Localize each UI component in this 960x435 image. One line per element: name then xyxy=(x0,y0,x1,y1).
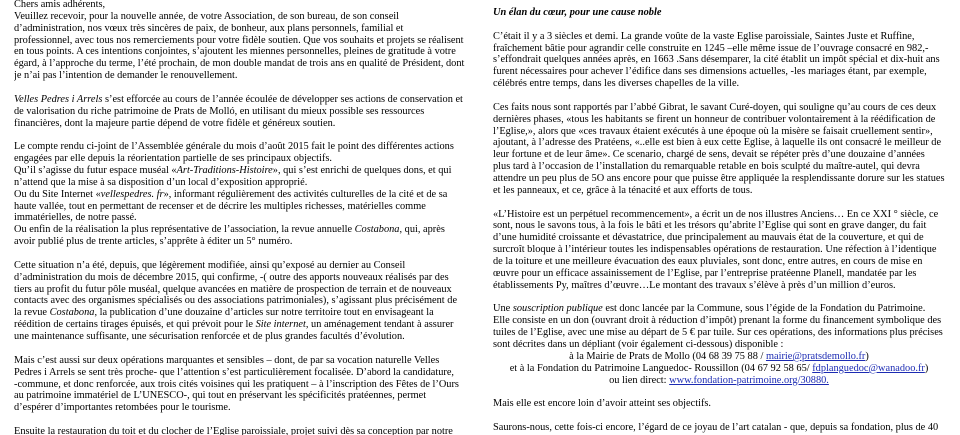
facts-paragraph xyxy=(493,102,945,197)
appeal-paragraph xyxy=(493,422,945,434)
text-line: d’espérer d’importantes retombées pour le tourisme. xyxy=(14,402,231,414)
text-line: professionnel, avec tous nos remerciements pour votre fidèle soutien. Que vos souhaits et projets se réalisent xyxy=(14,34,464,46)
history-paragraph xyxy=(493,31,945,90)
italic-text: Art-Traditions-Histoire xyxy=(176,165,273,177)
website-paragraph xyxy=(14,189,466,225)
salutation-paragraph xyxy=(14,0,466,11)
left-column xyxy=(14,0,466,435)
text-line: ajoutant, à l’adresse des Pratéens, «..elle est bien à eux cette Eglise, à laquelle ils ont consacré le meilleur de xyxy=(493,137,942,149)
text-line xyxy=(493,375,945,387)
text-run: la revue xyxy=(14,307,50,319)
text-line xyxy=(14,165,466,177)
text-line: égard, à l’approche du terme, l’été prochain, de mon double mandat de trois ans en qualité de Président, dont xyxy=(14,58,465,70)
text-run: , la publication d’une douzaine d’articles sur notre territoire tout en envisageant la xyxy=(94,307,434,319)
text-line: Le compte rendu ci-joint de l’Assemblée générale du mois d’août 2015 fait le point des différentes actions xyxy=(14,141,454,153)
text-run: Une xyxy=(493,303,513,315)
text-line xyxy=(14,307,466,319)
right-column xyxy=(493,7,945,435)
text-line: Veuillez recevoir, pour la nouvelle année, de votre Association, de son bureau, de son conseil xyxy=(14,10,400,22)
text-line: plus tard à l’occasion de l’installation du remarquable retable en bois sculpté du maître-autel, qui devra xyxy=(493,161,920,173)
text-line: Un élan du cœur, pour une cause noble xyxy=(493,7,662,18)
text-run: », informant régulièrement des activités culturelles de la cité et de sa xyxy=(163,188,448,200)
text-line: Ces faits nous sont rapportés par l’abbé Gibrat, le savant Curé-doyen, qui souligne qu’au cours de ces deux xyxy=(493,101,937,113)
text-run: réédition de certains tirages épuisés, et qui prévoit pour le xyxy=(14,319,256,331)
italic-text: Costabona xyxy=(354,224,400,236)
italic-text: souscription publique xyxy=(512,303,603,315)
text-line: sont, nous le savons tous, à la fois le bâti et les trésors qu’abrite l’Eglise qui sont en grave danger, du fait xyxy=(493,220,927,232)
goal-paragraph xyxy=(493,398,945,410)
text-line: d’administration, nos vœux très sincères de paix, de bonheur, aux plans personnels, familial et xyxy=(14,22,404,34)
text-run: ) xyxy=(924,362,929,374)
text-run: , qui, après xyxy=(399,224,445,236)
hyperlink[interactable]: www.fondation-patrimoine.org/30880. xyxy=(669,374,829,386)
subscription-paragraph xyxy=(493,303,945,350)
text-line: «L’Histoire est un perpétuel recommencement», a écrit un de nos illustres Anciens… En ce XXI ° siècle, ce xyxy=(493,208,939,220)
text-line: tiers au profit du futur pôle muséal, quelque avancées en matière de prospection de terrain et de nouveaux xyxy=(14,283,452,295)
text-line: Saurons-nous, cette fois-ci encore, l’égard de ce joyau de l’art catalan - que, depuis sa fondation, plus de 40 xyxy=(493,422,939,434)
museum-paragraph xyxy=(14,165,466,189)
text-run: et à la Fondation du Patrimoine Languedoc- Roussillon (04 67 92 58 65/ xyxy=(509,362,813,374)
hyperlink[interactable]: mairie@pratsdemollo.fr xyxy=(765,350,866,362)
today-paragraph xyxy=(493,209,945,292)
restoration-paragraph xyxy=(14,426,466,435)
text-run: Ou enfin de la réalisation la plus représentative de l’association, la revue annuelle xyxy=(14,224,355,236)
text-line: fraîchement bâtie pour agrandir celle construite en 1245 –elle même issue de l’ouvrage consacré en 982,- xyxy=(493,42,929,54)
text-run: Qu’il s’agisse du futur espace muséal « xyxy=(14,165,177,177)
text-line xyxy=(14,224,466,236)
contacts-block xyxy=(493,351,945,387)
text-run: ) xyxy=(865,350,869,362)
text-line xyxy=(493,351,945,363)
text-line: engagées par elle depuis la réorientation partielle de ses principaux objectifs. xyxy=(14,153,332,165)
text-line: l’Eglise,», alors que «ces travaux étaient exécutés à une époque où la misère se faisait cruellement sentir», xyxy=(493,125,933,137)
text-line: tuiles de l’Eglise, avec une mise au départ de 5 € par tuile. Sur ces opérations, des informations plus précises xyxy=(493,327,943,339)
text-line: Mais c’est aussi sur deux opérations marquantes et sensibles – dont, de par sa vocation naturelle Velles xyxy=(14,354,440,366)
text-line: au patrimoine immatériel de L’UNESCO-, qui tout en préservant les spécificités pratéennes, permet xyxy=(14,390,427,402)
text-line: de valorisation du riche patrimoine de Prats de Molló, en utilisant du mieux possible ses ressources xyxy=(14,105,425,117)
operations-paragraph xyxy=(14,355,466,414)
text-line: immatérielles, de notre passé. xyxy=(14,212,137,224)
report-paragraph xyxy=(14,141,466,165)
italic-text: vellespedres. fr xyxy=(100,188,164,200)
text-line: avoir publié plus de trente articles, s’apprête à éditer un 5° numéro. xyxy=(14,236,293,248)
text-line: sont décrites dans un dépliant (voir également ci-dessous) disponible : xyxy=(493,339,784,351)
hyperlink[interactable]: fdplanguedoc@wanadoo.fr xyxy=(812,362,925,374)
text-run: », qui s’est enrichi de quelques dons, et qui xyxy=(272,165,452,177)
article-title xyxy=(493,7,945,19)
text-run: Ou du Site Internet « xyxy=(14,188,101,200)
text-line xyxy=(14,94,466,106)
text-run: , un aménagement tendant à assurer xyxy=(305,319,454,331)
text-line: C’était il y a 3 siècles et demi. La grande voûte de la vaste Eglise paroissiale, Saintes Juste et Ruffine, xyxy=(493,30,915,42)
italic-text: Site internet xyxy=(255,319,306,331)
text-line: d’une humidité croissante et dévastatrice, due principalement au mauvais état de la couverture, et qui de xyxy=(493,232,924,244)
wishes-paragraph xyxy=(14,11,466,82)
association-paragraph xyxy=(14,94,466,130)
text-line: Ensuite la restauration du toit et du clocher de l’Eglise paroissiale, projet suivi dès sa conception par notre xyxy=(14,425,453,435)
text-line: haute vallée, tout en permettant de recenser et de décrire les multiples richesses, matérielles comme xyxy=(14,200,426,212)
text-line xyxy=(14,189,466,201)
text-line: je n’ai pas l’intention de demander le renouvellement. xyxy=(14,70,238,82)
text-line xyxy=(493,363,945,375)
text-line: Elle consiste en un don (ouvrant droit à réduction d’impôt) prenant la forme du financement symbolique des xyxy=(493,315,942,327)
text-line: en tous points. A ces intentions conjointes, s’ajoutent les miennes personnelles, pleines de gratitude à votre xyxy=(14,46,456,58)
text-line: financières, dont la majeure partie dépend de votre fidèle et généreux soutien. xyxy=(14,117,336,129)
text-line: et les panneaux, et ce, grâce à la ténacité et aux efforts de tous. xyxy=(493,184,753,196)
text-run: ou lien direct: xyxy=(609,374,670,386)
text-line: de la toiture et une meilleure évacuation des eaux pluviales, sont donc, entre autres, en cours de mise en xyxy=(493,256,923,268)
italic-text: Costabona xyxy=(49,307,95,319)
text-line xyxy=(493,303,945,315)
review-paragraph xyxy=(14,224,466,248)
text-line: célébrés entre temps, dans les diverses chapelles de la ville. xyxy=(493,78,740,90)
text-line: Chers amis adhérents, xyxy=(14,0,106,10)
text-line: n’attend que la mise à sa disposition d’un local d’exposition approprié. xyxy=(14,176,308,188)
text-line: furent nécessaires pour achever l’édifice dans ses dimensions actuelles, -les mariages étant, par exemple, xyxy=(493,66,927,78)
text-line: d’administration du mois de décembre 2015, qui confirme, -( outre des apports nouveaux réalisés par des xyxy=(14,271,449,283)
text-line: œuvre pour un efficace assainissement de l’Eglise, par l’entreprise pratéenne Planell, mandatée par les xyxy=(493,267,917,279)
text-line: contacts avec des organismes spécialisés ou des associations patrimoniales), s’agissant plus précisément de xyxy=(14,295,458,307)
text-line: -commune, et donc renforcée, aux trois cités voisines qui les pratiquent – à l’inscription des Fêtes de l’Ours xyxy=(14,378,459,390)
text-line: s’effondrait quelques années après, en 1663 .Sans désemparer, la cité établit un impôt spécial et dix-huit ans xyxy=(493,54,940,66)
italic-text: Velles Pedres i Arrels xyxy=(14,93,103,105)
text-line: Cette situation n’a été, depuis, que légèrement modifiée, ainsi qu’exposé au dernier au Conseil xyxy=(14,259,406,271)
situation-paragraph xyxy=(14,260,466,343)
text-line xyxy=(14,319,466,331)
text-line: leur fortune et de leur âme». Ce scenario, chargé de sens, devait se répéter près d’une douzaine d’années xyxy=(493,149,925,161)
text-line: attendre un peu plus de 5O ans encore pour que puisse être appliquée la resplendissante dorure sur les statues xyxy=(493,173,945,185)
text-run: est donc lancée par la Commune, sous l’égide de la Fondation du Patrimoine. xyxy=(602,303,926,315)
text-line: une maintenance suffisante, une sécurisation renforcée et de plus grandes facultés d’évolution. xyxy=(14,331,405,343)
text-line: Pedres i Arrels se sent très proche- que l’attention s’est particulièrement focalisée. D’abord la candidature, xyxy=(14,366,455,378)
text-line: surcroît bloque à l’intérieur toutes les indispensables opérations de restauration. Une réfection à l’identique xyxy=(493,244,937,256)
text-run: s’est efforcée au cours de l’année écoulée de développer ses actions de conservation et xyxy=(102,93,463,105)
text-line: établissements Py, maîtres d’œuvre…Le montant des travaux s’élève à près d’un million d’euros. xyxy=(493,279,896,291)
text-run: à la Mairie de Prats de Mollo (04 68 39 75 88 / xyxy=(569,350,766,362)
text-line: Mais elle est encore loin d’avoir atteint ses objectifs. xyxy=(493,398,712,410)
text-line: dernières phases, «tous les habitants se firent un honneur de contribuer volontairement à la réédification de xyxy=(493,113,936,125)
